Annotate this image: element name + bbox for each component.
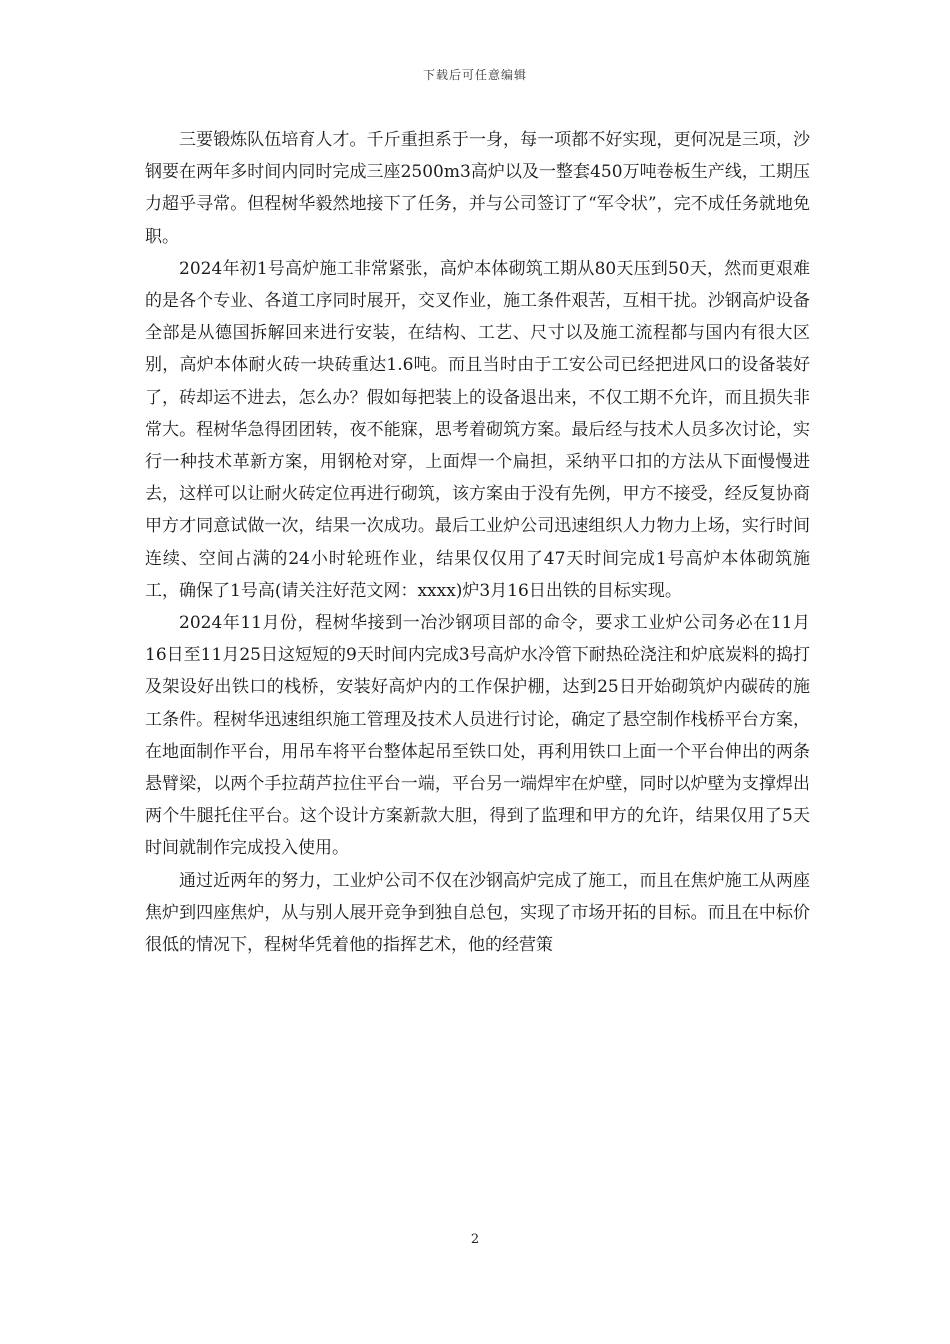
page-header: 下载后可任意编辑: [422, 68, 527, 82]
paragraph-furnace-3: 2024年11月份，程树华接到一冶沙钢项目部的命令，要求工业炉公司务必在11月16日至11月25日这短短的9天时间内完成3号高炉水冷管下耐热砼浇注和炉底炭料的捣打及架设好出铁口的栈桥，安装好高炉内的工作保护棚，达到25日开始砌筑炉内碳砖的施工条件。程树华迅速组织施工管理及技术人员进行讨论，确定了悬空制作栈桥平台方案，在地面制作平台，用吊车将平台整体起吊至铁口处，再利用铁口上面一个平台伸出的两条悬臂梁，以两个手拉葫芦拉住平台一端，平台另一端焊牢在炉壁，同时以炉壁为支撑焊出两个牛腿托住平台。这个设计方案新款大胆，得到了监理和甲方的允许，结果仅用了5天时间就制作完成投入使用。: [145, 613, 810, 859]
paragraph-furnace-1: 2024年初1号高炉施工非常紧张，高炉本体砌筑工期从80天压到50天，然而更艰难的是各个专业、各道工序同时展开，交叉作业，施工条件艰苦，互相干扰。沙钢高炉设备全部是从德国拆解回来进行安装，在结构、工艺、尺寸以及施工流程都与国内有很大区别，高炉本体耐火砖一块砖重达1.6吨。而且当时由于工安公司已经把进风口的设备装好了，砖却运不进去，怎么办？假如每把装上的设备退出来，不仅工期不允许，而且损失非常大。程树华急得团团转，夜不能寐，思考着砌筑方案。最后经与技术人员多次讨论，实行一种技术革新方案，用钢枪对穿，上面焊一个扁担，采纳平口扣的方法从下面慢慢进去，这样可以让耐火砖定位再进行砌筑，该方案由于没有先例，甲方不接受，经反复协商甲方才同意试做一次，结果一次成功。最后工业炉公司迅速组织人力物力上场，实行时间连续、空间占满的24小时轮班作业，结果仅仅用了47天时间完成1号高炉本体砌筑施工，确保了1号高(请关注好范文网：xxxx)炉3月16日出铁的目标实现。: [145, 258, 810, 601]
paragraph-achievements: 通过近两年的努力，工业炉公司不仅在沙钢高炉完成了施工，而且在焦炉施工从两座焦炉到四座焦炉，从与别人展开竞争到独自总包，实现了市场开拓的目标。而且在中标价很低的情况下，程树华凭着他的指挥艺术，他的经营策: [145, 870, 810, 956]
paragraph-talent: 三要锻炼队伍培育人才。千斤重担系于一身，每一项都不好实现，更何况是三项，沙钢要在两年多时间内同时完成三座2500m3高炉以及一整套450万吨卷板生产线，工期压力超乎寻常。但程树华毅然地接下了任务，并与公司签订了“军令状”，完不成任务就地免职。: [145, 130, 810, 247]
page-number: 2: [470, 1232, 480, 1247]
document-body: [145, 124, 810, 961]
